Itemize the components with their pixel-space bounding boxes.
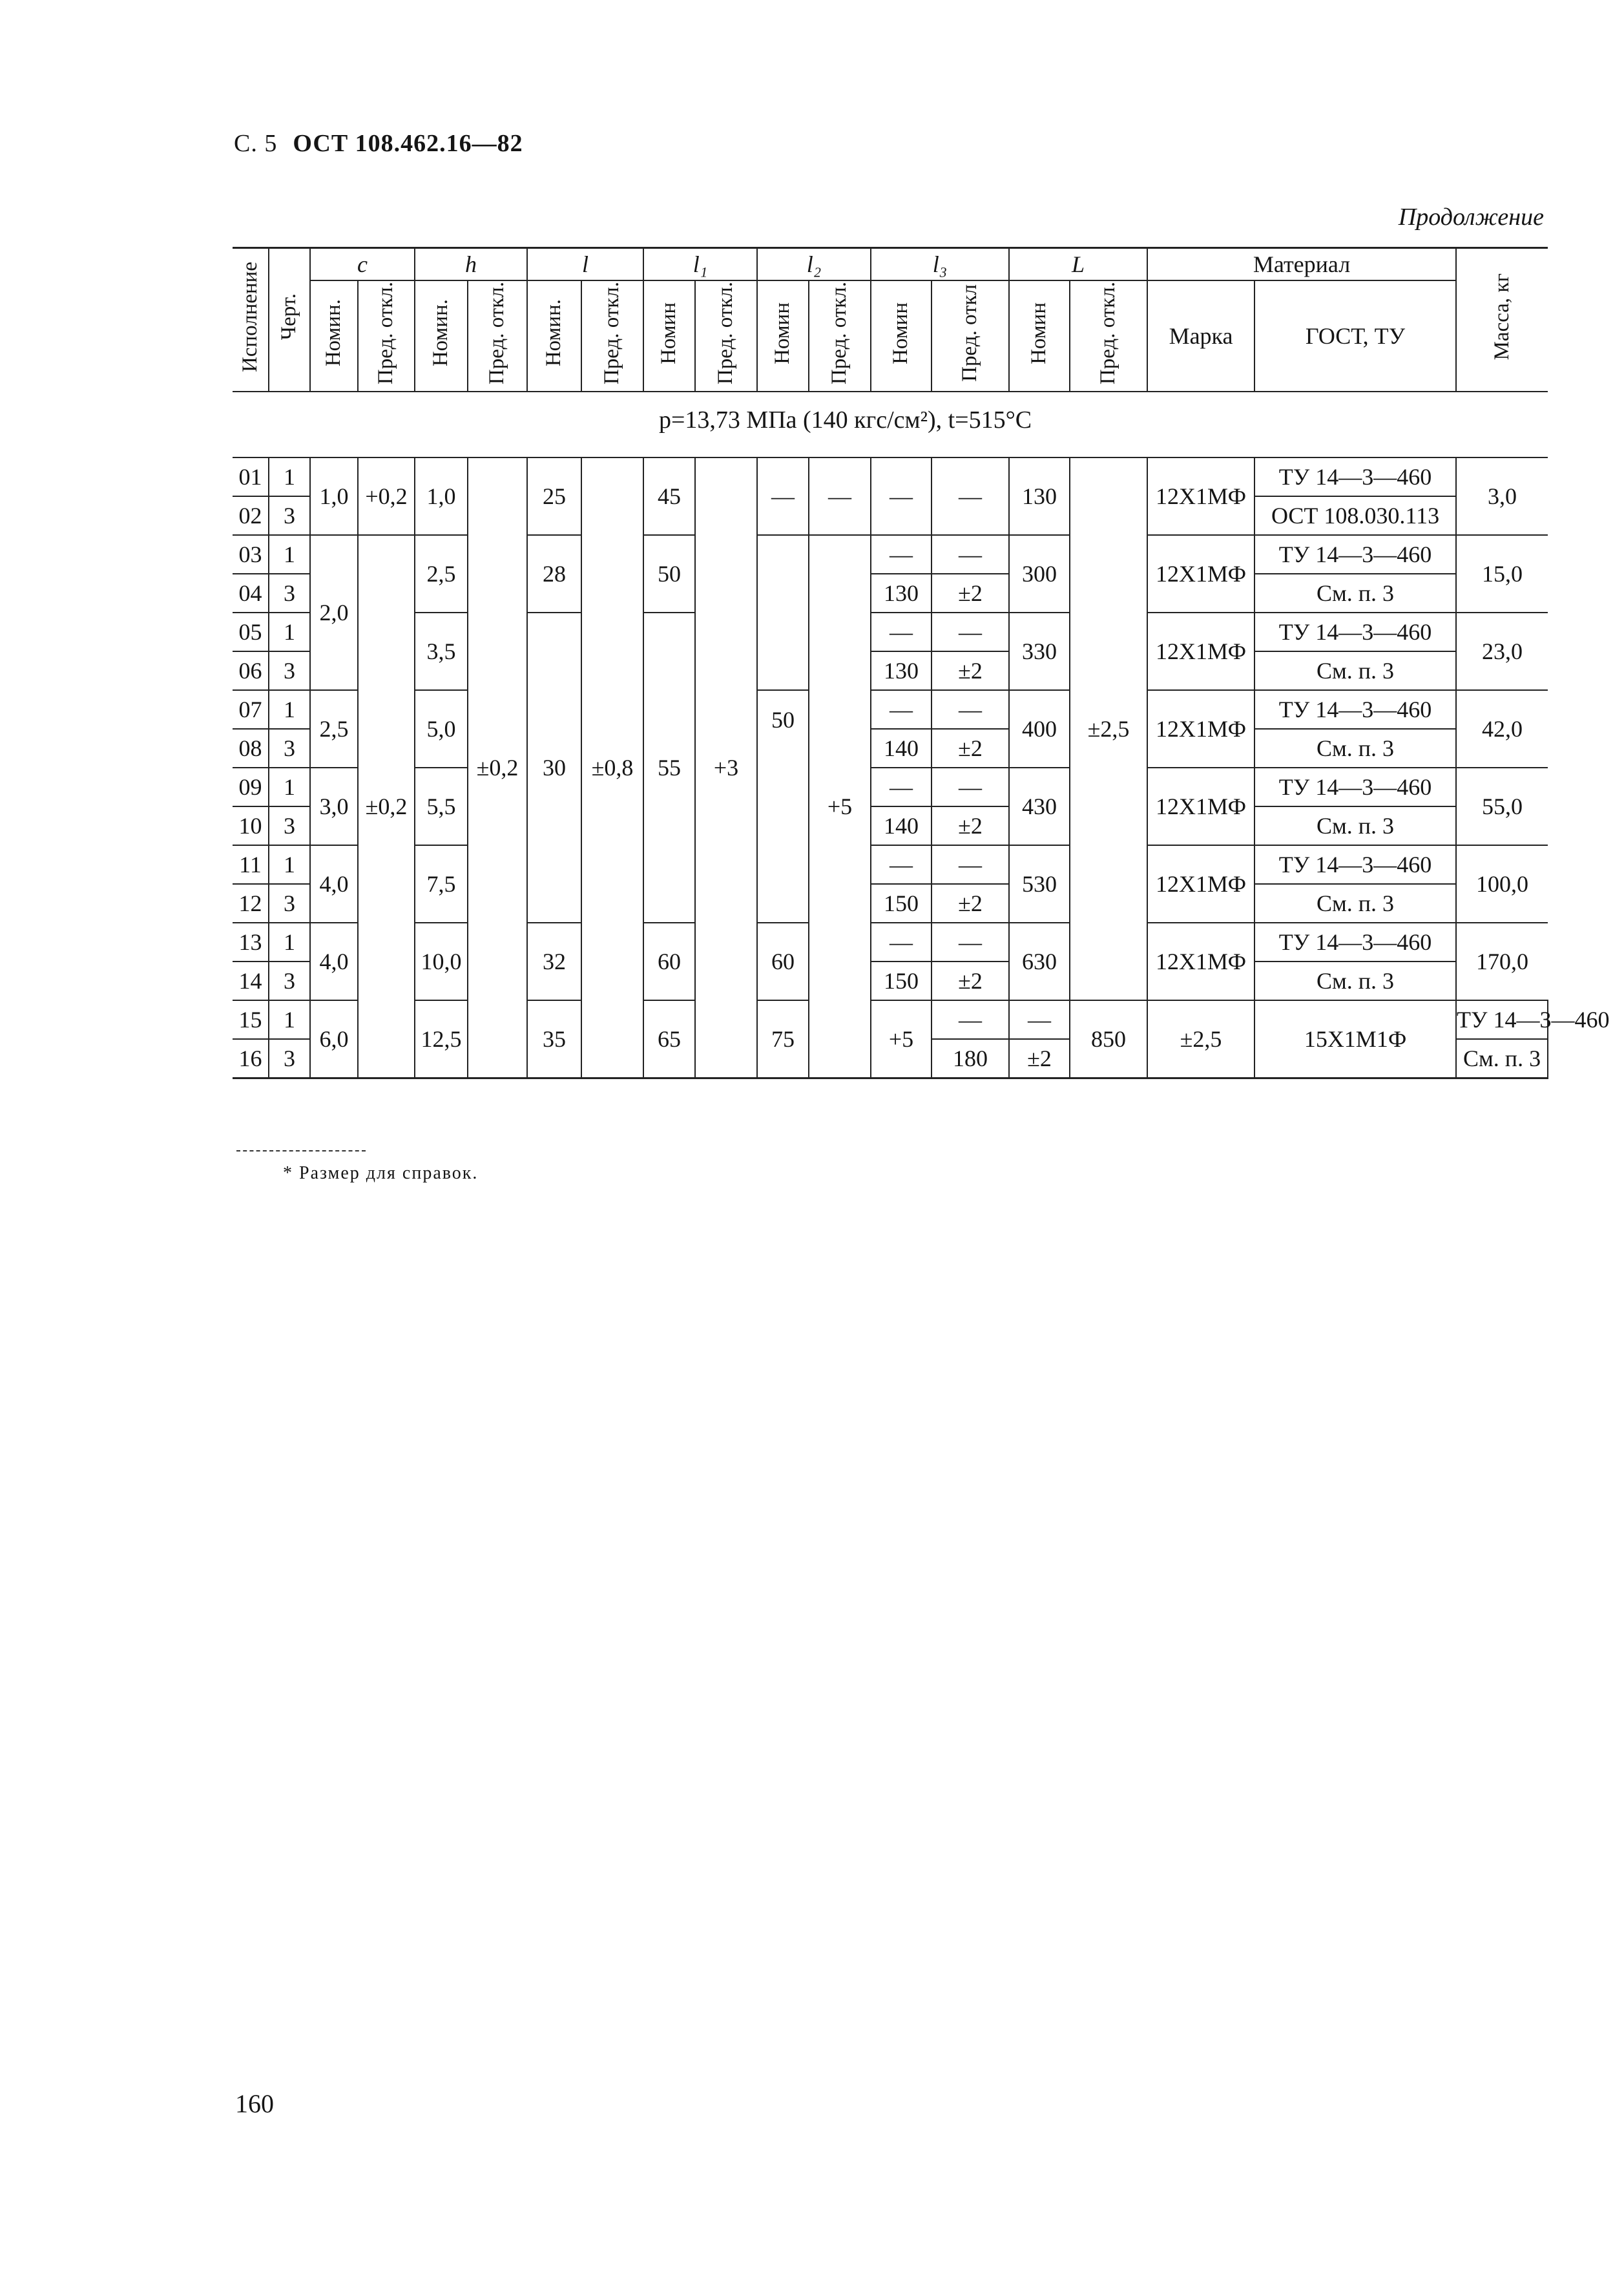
cell-execution: 11 bbox=[233, 845, 269, 884]
header-drawing: Черт. bbox=[269, 248, 310, 392]
cell-drawing: 1 bbox=[269, 535, 310, 574]
cell-l2: 50 bbox=[757, 690, 809, 923]
cell-c: 1,0 bbox=[310, 457, 358, 535]
cell-c-dev: +0,2 bbox=[358, 457, 415, 535]
header-material: Материал bbox=[1147, 248, 1456, 281]
cell-l1: 55 bbox=[643, 613, 695, 923]
table-row bbox=[233, 1000, 1548, 1039]
header-dev: Пред. откл. bbox=[809, 280, 871, 392]
page-number: 160 bbox=[235, 2089, 274, 2118]
cell-drawing: 3 bbox=[269, 496, 310, 535]
cell-l2 bbox=[757, 535, 809, 690]
continuation-label: Продолжение bbox=[1398, 204, 1544, 231]
cell-h: 12,5 bbox=[415, 1000, 468, 1078]
cell-l3: 150 bbox=[871, 962, 932, 1000]
condition-spacer bbox=[233, 392, 1548, 457]
cell-l3: 140 bbox=[871, 729, 932, 768]
cell-gost: См. п. 3 bbox=[1254, 729, 1456, 768]
cell-l: 28 bbox=[527, 535, 581, 613]
cell-l: 35 bbox=[527, 1000, 581, 1078]
cell-h: 1,0 bbox=[415, 457, 468, 535]
cell-mass: 55,0 bbox=[1456, 768, 1548, 845]
cell-gost: ТУ 14—3—460 bbox=[1254, 768, 1456, 806]
cell-l3: — bbox=[871, 845, 932, 884]
cell-l2-dev: +5 bbox=[809, 535, 871, 1078]
cell-l3: 180 bbox=[932, 1039, 1009, 1078]
dimensions-table bbox=[233, 247, 1610, 1079]
cell-drawing: 3 bbox=[269, 806, 310, 845]
table-row bbox=[233, 768, 1548, 806]
cell-mass: 170,0 bbox=[1456, 923, 1548, 1000]
page-label: С. 5 bbox=[234, 130, 278, 157]
cell-drawing: 1 bbox=[269, 845, 310, 884]
cell-l1: 45 bbox=[643, 457, 695, 535]
table-row bbox=[233, 690, 1548, 729]
cell-gost: ТУ 14—3—460 bbox=[1254, 690, 1456, 729]
cell-execution: 14 bbox=[233, 962, 269, 1000]
cell-l3: — bbox=[932, 1000, 1009, 1039]
header-dev: Пред. откл. bbox=[695, 280, 757, 392]
cell-gost: ТУ 14—3—460 bbox=[1254, 613, 1456, 651]
cell-h: 2,5 bbox=[415, 535, 468, 613]
cell-drawing: 1 bbox=[269, 923, 310, 962]
header-dev: Пред. откл. bbox=[581, 280, 643, 392]
table-row bbox=[233, 923, 1548, 962]
footnote: * Размер для справок. bbox=[283, 1163, 479, 1183]
header-l1: l₁ bbox=[643, 248, 757, 281]
cell-L: 530 bbox=[1009, 845, 1070, 923]
cell-mass: 100,0 bbox=[1456, 845, 1548, 923]
cell-l3-dev: ±2 bbox=[932, 729, 1009, 768]
cell-mass: 42,0 bbox=[1456, 690, 1548, 768]
cell-drawing: 3 bbox=[269, 962, 310, 1000]
header-execution: Исполнение bbox=[233, 248, 269, 392]
cell-grade: 15Х1М1Ф bbox=[1254, 1000, 1456, 1078]
cell-h-dev: ±0,2 bbox=[468, 457, 527, 1078]
cell-l-dev: ±0,8 bbox=[581, 457, 643, 1078]
cell-drawing: 1 bbox=[269, 690, 310, 729]
cell-l3-dev: — bbox=[932, 768, 1009, 806]
header-l2: l₂ bbox=[757, 248, 871, 281]
header-h: h bbox=[415, 248, 527, 281]
cell-L: 330 bbox=[1009, 613, 1070, 690]
cell-l3-dev: ±2 bbox=[932, 574, 1009, 613]
cell-grade: 12Х1МФ bbox=[1147, 923, 1254, 1000]
cell-grade: 12Х1МФ bbox=[1147, 535, 1254, 613]
header-c: c bbox=[310, 248, 415, 281]
cell-gost: См. п. 3 bbox=[1254, 651, 1456, 690]
cell-l: 32 bbox=[527, 923, 581, 1000]
table-row bbox=[233, 457, 1548, 496]
cell-l3: 130 bbox=[871, 651, 932, 690]
cell-l3: 150 bbox=[871, 884, 932, 923]
cell-execution: 16 bbox=[233, 1039, 269, 1078]
cell-l3: — bbox=[871, 613, 932, 651]
header-dev: Пред. откл. bbox=[358, 280, 415, 392]
cell-l3-dev: — bbox=[932, 535, 1009, 574]
cell-drawing: 1 bbox=[269, 613, 310, 651]
standard-number: ОСТ 108.462.16—82 bbox=[293, 130, 523, 157]
cell-gost: См. п. 3 bbox=[1456, 1039, 1548, 1078]
condition-line: p=13,73 МПа (140 кгс/см²), t=515°C bbox=[659, 406, 1032, 434]
cell-execution: 06 bbox=[233, 651, 269, 690]
cell-l3: — bbox=[871, 923, 932, 962]
cell-l3-dev: ±2 bbox=[932, 806, 1009, 845]
cell-gost: См. п. 3 bbox=[1254, 806, 1456, 845]
cell-mass: 3,0 bbox=[1456, 457, 1548, 535]
cell-h: 5,0 bbox=[415, 690, 468, 768]
cell-drawing: 1 bbox=[269, 768, 310, 806]
table-row bbox=[233, 845, 1548, 884]
cell-L-dev: ±2,5 bbox=[1070, 457, 1147, 1000]
cell-gost: См. п. 3 bbox=[1254, 884, 1456, 923]
cell-l3: 140 bbox=[871, 806, 932, 845]
cell-mass: 15,0 bbox=[1456, 535, 1548, 613]
cell-c: 2,5 bbox=[310, 690, 358, 768]
cell-c: 6,0 bbox=[310, 1000, 358, 1078]
cell-execution: 05 bbox=[233, 613, 269, 651]
cell-execution: 07 bbox=[233, 690, 269, 729]
cell-l2: — bbox=[757, 457, 809, 535]
cell-h: 5,5 bbox=[415, 768, 468, 845]
cell-l3: — bbox=[871, 535, 932, 574]
header-gost: ГОСТ, ТУ bbox=[1254, 280, 1456, 392]
cell-execution: 04 bbox=[233, 574, 269, 613]
cell-drawing: 1 bbox=[269, 457, 310, 496]
cell-L: 430 bbox=[1009, 768, 1070, 845]
cell-h: 7,5 bbox=[415, 845, 468, 923]
cell-l3: 130 bbox=[871, 574, 932, 613]
cell-l: 25 bbox=[527, 457, 581, 535]
cell-h: 10,0 bbox=[415, 923, 468, 1000]
cell-l1: 50 bbox=[643, 535, 695, 613]
cell-gost: См. п. 3 bbox=[1254, 574, 1456, 613]
header-grade: Марка bbox=[1147, 280, 1254, 392]
cell-gost: См. п. 3 bbox=[1254, 962, 1456, 1000]
cell-h: 3,5 bbox=[415, 613, 468, 690]
cell-l2-dev: — bbox=[809, 457, 871, 535]
cell-execution: 02 bbox=[233, 496, 269, 535]
cell-L-dev: ±2,5 bbox=[1147, 1000, 1254, 1078]
cell-drawing: 3 bbox=[269, 729, 310, 768]
cell-drawing: 3 bbox=[269, 884, 310, 923]
cell-drawing: 3 bbox=[269, 574, 310, 613]
cell-l3-dev: — bbox=[932, 690, 1009, 729]
header-nom: Номин. bbox=[415, 280, 468, 392]
cell-l3-dev: — bbox=[932, 457, 1009, 535]
header-dev: Пред. откл bbox=[932, 280, 1009, 392]
header-l3: l₃ bbox=[871, 248, 1009, 281]
header-nom: Номин bbox=[1009, 280, 1070, 392]
cell-gost: ТУ 14—3—460 bbox=[1254, 923, 1456, 962]
header-nom: Номин. bbox=[310, 280, 358, 392]
cell-grade: 12Х1МФ bbox=[1147, 845, 1254, 923]
table-row bbox=[233, 613, 1548, 651]
cell-c: 4,0 bbox=[310, 923, 358, 1000]
header-dev: Пред. откл. bbox=[1070, 280, 1147, 392]
cell-l2-dev: +5 bbox=[871, 1000, 932, 1078]
cell-L: 400 bbox=[1009, 690, 1070, 768]
cell-l1-dev: +3 bbox=[695, 457, 757, 1078]
cell-l3: — bbox=[871, 457, 932, 535]
cell-l3-dev: ±2 bbox=[1009, 1039, 1070, 1078]
cell-execution: 03 bbox=[233, 535, 269, 574]
footnote-rule bbox=[236, 1150, 366, 1151]
cell-c: 2,0 bbox=[310, 535, 358, 690]
cell-c: 4,0 bbox=[310, 845, 358, 923]
header-mass: Масса, кг bbox=[1456, 248, 1548, 392]
cell-l: 30 bbox=[527, 613, 581, 923]
cell-l3-dev: ±2 bbox=[932, 884, 1009, 923]
cell-gost: ТУ 14—3—460 bbox=[1254, 535, 1456, 574]
cell-gost: ТУ 14—3—460 bbox=[1254, 457, 1456, 496]
cell-L: 630 bbox=[1009, 923, 1070, 1000]
cell-drawing: 3 bbox=[269, 1039, 310, 1078]
cell-l2: 75 bbox=[757, 1000, 809, 1078]
cell-grade: 12Х1МФ bbox=[1147, 457, 1254, 535]
cell-l2: 60 bbox=[757, 923, 809, 1000]
cell-gost: ОСТ 108.030.113 bbox=[1254, 496, 1456, 535]
header-nom: Номин bbox=[643, 280, 695, 392]
cell-grade: 12Х1МФ bbox=[1147, 690, 1254, 768]
cell-grade: 12Х1МФ bbox=[1147, 613, 1254, 690]
header-nom: Номин bbox=[871, 280, 932, 392]
cell-c: 3,0 bbox=[310, 768, 358, 845]
header-l: l bbox=[527, 248, 643, 281]
cell-l3: — bbox=[871, 768, 932, 806]
page-header bbox=[234, 129, 523, 158]
cell-l3-dev: — bbox=[1009, 1000, 1070, 1039]
cell-c-dev: ±0,2 bbox=[358, 535, 415, 1078]
header-L: L bbox=[1009, 248, 1147, 281]
cell-execution: 12 bbox=[233, 884, 269, 923]
cell-drawing: 1 bbox=[269, 1000, 310, 1039]
cell-l1: 65 bbox=[643, 1000, 695, 1078]
header-nom: Номин. bbox=[527, 280, 581, 392]
cell-L: 300 bbox=[1009, 535, 1070, 613]
cell-gost: ТУ 14—3—460 bbox=[1456, 1000, 1548, 1039]
cell-l3-dev: ±2 bbox=[932, 651, 1009, 690]
cell-l3: — bbox=[871, 690, 932, 729]
cell-execution: 10 bbox=[233, 806, 269, 845]
cell-execution: 13 bbox=[233, 923, 269, 962]
cell-l3-dev: — bbox=[932, 845, 1009, 884]
cell-execution: 08 bbox=[233, 729, 269, 768]
cell-gost: ТУ 14—3—460 bbox=[1254, 845, 1456, 884]
cell-execution: 15 bbox=[233, 1000, 269, 1039]
header-dev: Пред. откл. bbox=[468, 280, 527, 392]
cell-l3-dev: — bbox=[932, 613, 1009, 651]
cell-grade: 12Х1МФ bbox=[1147, 768, 1254, 845]
cell-L: 130 bbox=[1009, 457, 1070, 535]
cell-l3-dev: — bbox=[932, 923, 1009, 962]
cell-l3-dev: ±2 bbox=[932, 962, 1009, 1000]
cell-l1: 60 bbox=[643, 923, 695, 1000]
table-row bbox=[233, 535, 1548, 574]
cell-execution: 01 bbox=[233, 457, 269, 496]
header-nom: Номин bbox=[757, 280, 809, 392]
cell-L: 850 bbox=[1070, 1000, 1147, 1078]
cell-execution: 09 bbox=[233, 768, 269, 806]
cell-drawing: 3 bbox=[269, 651, 310, 690]
cell-mass: 23,0 bbox=[1456, 613, 1548, 690]
